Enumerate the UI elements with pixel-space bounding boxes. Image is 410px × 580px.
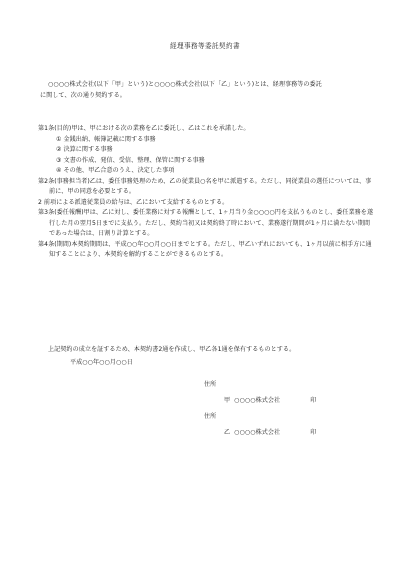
document-title: 経理事務等委託契約書 bbox=[170, 42, 240, 50]
closing-statement bbox=[48, 345, 378, 356]
signer-1-address-label: 住所 bbox=[204, 381, 217, 388]
signer-1-seal: 印 bbox=[310, 397, 317, 404]
signer-2-seal: 印 bbox=[310, 429, 317, 436]
intro-line: ○○○○株式会社(以下「甲」という)と○○○○株式会社(以下「乙」という)とは、経理事務等の委託 bbox=[48, 81, 322, 88]
article-1-item-4: ④ その他、甲乙合意のうえ、決定した事項 bbox=[56, 167, 175, 174]
article-1: 第1条(目的)甲は、甲における次の業務を乙に委託し、乙はこれを承諾した。 bbox=[38, 125, 250, 132]
signer-2-line bbox=[224, 428, 316, 439]
closing-text: 上記契約の成立を証するため、本契約書2通を作成し、甲乙各1通を保有するものとする。 bbox=[48, 346, 296, 353]
signer-1-company: ○○○○株式会社 bbox=[234, 397, 281, 404]
signer-2-party: 乙 bbox=[224, 429, 231, 436]
signer-1-party: 甲 bbox=[224, 397, 231, 404]
article-1-item-3: ③ 文書の作成、発信、受信、整理、保管に関する事務 bbox=[56, 156, 205, 164]
article-3: 第3条(委任報酬)甲は、乙に対し、委任業務に対する報酬として、1ヶ月当り金○○○○円を支払うものとし、委任業務を遂行した月の翌月5日までに支払う。ただし、契約当初又は契約終了時において、業務遂行期間が1ヶ月に満たない期間であった場合は、日割り計算とする。 bbox=[38, 209, 374, 237]
articles-section bbox=[38, 124, 374, 261]
intro-line: に関して、次の通り契約する。 bbox=[40, 91, 126, 99]
article-4: 第4条(期間)本契約期間は、平成○○年○○月○○日までとする。ただし、甲乙いずれにおいても、1ヶ月以前に相手方に通知することにより、本契約を解約することができるものとする。 bbox=[38, 240, 372, 258]
article-1-item-1: ① 金銭出納、帳簿記載に関する事務 bbox=[56, 135, 156, 143]
intro-paragraph bbox=[40, 80, 372, 101]
article-2-paragraph-2: 2 前項による派遣従業員の給与は、乙において支給するものとする。 bbox=[38, 198, 229, 206]
signer-1-line bbox=[224, 396, 316, 407]
article-2: 第2条(事務担当者)乙は、委任事務処理のため、乙の従業員○名を甲に派遣する。ただし、同従業員の選任については、事前に、甲の同意を必要とする。 bbox=[38, 177, 372, 195]
signer-2-company: ○○○○株式会社 bbox=[234, 429, 281, 436]
article-1-item-2: ② 決算に関する事務 bbox=[56, 146, 113, 153]
signer-2-address-label: 住所 bbox=[204, 413, 217, 420]
contract-date: 平成○○年○○月○○日 bbox=[70, 359, 133, 366]
